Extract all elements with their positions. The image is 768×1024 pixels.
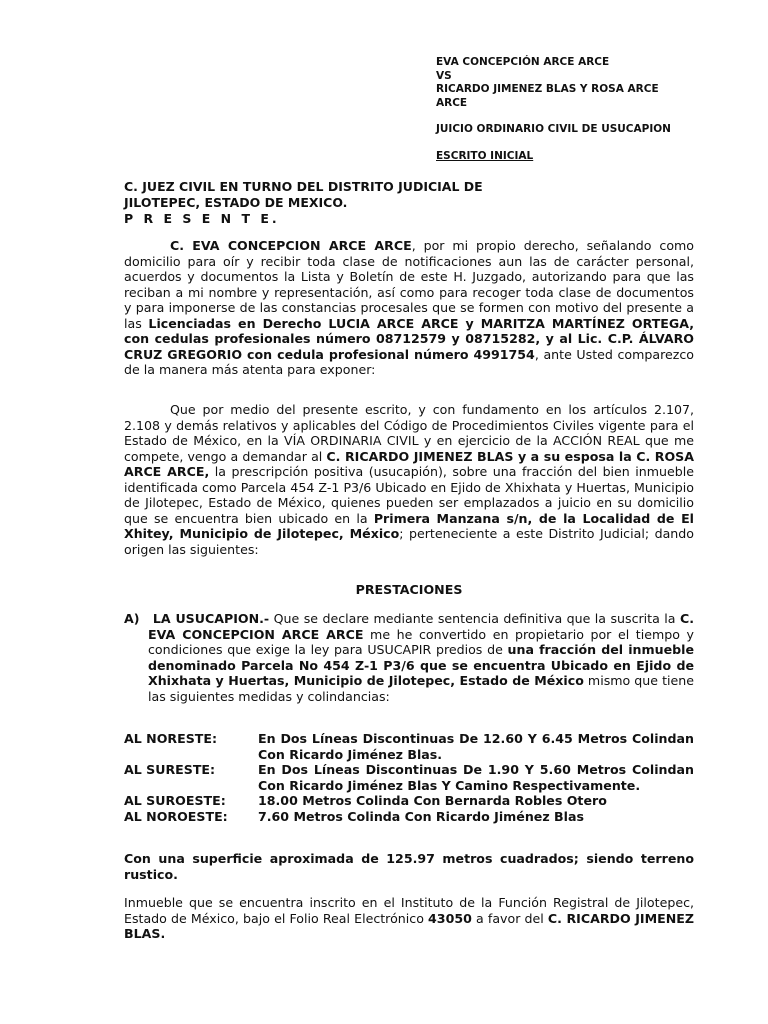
prestacion-a: [124, 611, 694, 704]
intro-text-end: , ante Usted comparezco de la manera más atenta para exponer:: [124, 346, 694, 377]
attorneys-bold: Licenciadas en Derecho LUCIA ARCE ARCE y MARITZA MARTÍNEZ ORTEGA, con cedulas profesionales número 08712579 y 08715282, y al Lic. C.P. ÁLVARO CRUZ GREGORIO con cedula profesional número 4991754: [124, 315, 695, 362]
case-type: JUICIO ORDINARIO CIVIL DE USUCAPION: [436, 123, 671, 135]
addressee: [124, 179, 644, 227]
plaintiff-name: EVA CONCEPCIÓN ARCE ARCE: [436, 56, 610, 68]
registry-text-2: a favor del: [471, 910, 548, 926]
prestacion-text-end: mismo que tiene las siguientes medidas y colindancias:: [148, 673, 694, 704]
surface-area: Con una superficie aproximada de 125.97 metros cuadrados; siendo terreno rustico.: [124, 851, 694, 882]
boundary-row: [124, 793, 694, 809]
case-header: [436, 56, 736, 163]
prestacion-text: Que se declare mediante sentencia definitiva que la suscrita la: [269, 611, 680, 626]
versus: VS: [436, 69, 452, 82]
boundary-description: 18.00 Metros Colinda Con Bernarda Robles Otero: [258, 793, 607, 808]
boundary-direction: AL NOROESTE:: [124, 808, 228, 824]
boundaries-list: [124, 731, 694, 824]
owner-bold: C. RICARDO JIMENEZ BLAS.: [124, 910, 694, 941]
boundary-row: [124, 731, 694, 762]
defendants-bold: C. RICARDO JIMENEZ BLAS y a su esposa la C. ROSA ARCE ARCE,: [124, 448, 694, 479]
boundary-direction: AL NORESTE:: [124, 731, 218, 746]
defendants-line-2: ARCE: [436, 96, 468, 109]
intro-paragraph: [124, 238, 694, 378]
claim-text-2: la prescripción positiva (usucapión), sobre una fracción del bien inmueble identificada como Parcela 454 Z-1 P3/6 Ubicado en Ejido de Xhixhata y Huertas, Municipio de Jilotepec, Estado de México, quienes pueden ser emplazados a juicio en su domicilio que se encuentra bien ubicado en la: [124, 464, 695, 526]
addressee-line-2: JILOTEPEC, ESTADO DE MEXICO.: [124, 195, 348, 210]
claim-paragraph: [124, 402, 694, 557]
folio-number: 43050: [428, 910, 472, 926]
claim-text-end: ; perteneciente a este Distrito Judicial; dando origen las siguientes:: [124, 526, 694, 557]
boundary-direction: AL SURESTE:: [124, 762, 216, 777]
registry-paragraph: [124, 895, 694, 942]
intro-text: , por mi propio derecho, señalando como domicilio para oír y recibir toda clase de notificaciones aun las de carácter personal, acuerdos y documentos la Lista y Boletín de este H. Juzgado, autorizando para que las reciban a mi nombre y representación, así como para recoger toda clase de documentos y para imponerse de las constancias procesales que se formen con motivo del presente a las: [124, 238, 694, 331]
registry-text: Inmueble que se encuentra inscrito en el Instituto de la Función Registral de Jilotepec, Estado de México, bajo el Folio Real Electrónico: [124, 895, 694, 926]
prestacion-a-label: A): [124, 611, 140, 626]
claim-text: Que por medio del presente escrito, y con fundamento en los artículos 2.107, 2.108 y demás relativos y aplicables del Código de Procedimientos Civiles vigente para el Estado de México, en la VÍA ORDINARIA CIVIL y en ejercicio de la ACCIÓN REAL que me compete, vengo a demandar al: [124, 402, 694, 464]
defendants-line-1: RICARDO JIMENEZ BLAS Y ROSA ARCE: [436, 83, 659, 95]
boundary-direction: AL SUROESTE:: [124, 793, 226, 808]
presente-line: P R E S E N T E.: [124, 211, 280, 226]
addressee-line-1: C. JUEZ CIVIL EN TURNO DEL DISTRITO JUDICIAL DE: [124, 179, 483, 194]
prestacion-text-2: me he convertido en propietario por el tiempo y condiciones que exige la ley para USUCAPIR predios de: [148, 626, 694, 657]
boundary-description: 7.60 Metros Colinda Con Ricardo Jiménez Blas: [258, 808, 584, 824]
boundary-row: [124, 809, 694, 825]
property-bold: una fracción del inmueble denominado Parcela No 454 Z-1 P3/6 que se encuentra Ubicado en Ejido de Xhixhata y Huertas, Municipio de Jilotepec, Estado de México: [148, 642, 695, 688]
boundary-row: [124, 762, 694, 793]
prestaciones-heading: PRESTACIONES: [355, 582, 463, 597]
document-type: ESCRITO INICIAL: [436, 149, 534, 162]
plaintiff-bold-2: C. EVA CONCEPCION ARCE ARCE: [148, 611, 695, 642]
boundary-description: En Dos Líneas Discontinuas De 12.60 Y 6.45 Metros Colindan Con Ricardo Jiménez Blas.: [258, 731, 694, 762]
plaintiff-bold: C. EVA CONCEPCION ARCE ARCE: [170, 238, 412, 253]
boundary-description: En Dos Líneas Discontinuas De 1.90 Y 5.60 Metros Colindan Con Ricardo Jiménez Blas Y Camino Respectivamente.: [258, 762, 694, 793]
usucapion-title: LA USUCAPION.-: [152, 611, 270, 626]
domicile-bold: Primera Manzana s/n, de la Localidad de El Xhitey, Municipio de Jilotepec, México: [124, 510, 694, 541]
